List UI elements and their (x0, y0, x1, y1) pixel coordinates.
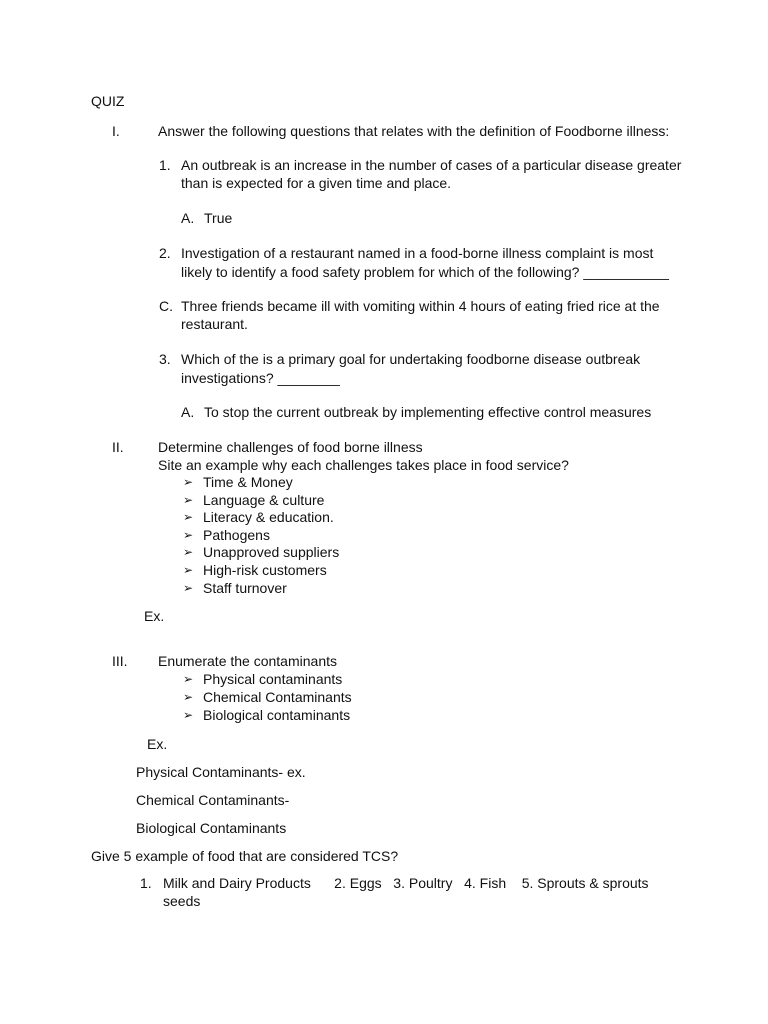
list-item-label: Unapproved suppliers (203, 544, 340, 560)
list-item-label: Physical contaminants (203, 671, 343, 687)
question-3-answer-letter: A. (181, 404, 195, 420)
arrow-bullet-icon: ➢ (183, 493, 194, 507)
section-2-numeral: II. (112, 439, 124, 455)
question-1-number: 1. (159, 157, 171, 173)
question-1-line-2: than is expected for a given time and place. (181, 175, 452, 191)
question-2-line-1: Investigation of a restaurant named in a food-borne illness complaint is most (181, 245, 654, 261)
question-1-line-1: An outbreak is an increase in the number of cases of a particular disease greater (181, 157, 682, 173)
list-item-label: Literacy & education. (203, 509, 334, 525)
physical-contaminants-line: Physical Contaminants- ex. (136, 764, 306, 780)
section-2-heading-line-2: Site an example why each challenges takes place in food service? (158, 457, 569, 473)
arrow-bullet-icon: ➢ (183, 510, 194, 524)
section-3-heading: Enumerate the contaminants (158, 653, 337, 669)
arrow-bullet-icon: ➢ (183, 528, 194, 542)
biological-contaminants-line: Biological Contaminants (136, 820, 287, 836)
arrow-bullet-icon: ➢ (183, 563, 194, 577)
arrow-bullet-icon: ➢ (183, 708, 194, 722)
question-2-number: 2. (159, 245, 171, 261)
list-item-label: Language & culture (203, 492, 325, 508)
section-1-heading: Answer the following questions that relates with the definition of Foodborne illness: (158, 123, 670, 139)
question-1-answer: True (204, 210, 233, 226)
question-2-answer-letter: C. (159, 298, 173, 314)
question-3-answer: To stop the current outbreak by implementing effective control measures (204, 404, 652, 420)
question-2-answer-line-2: restaurant. (181, 316, 248, 332)
list-item-label: Staff turnover (203, 580, 287, 596)
section-2-example-label: Ex. (144, 608, 165, 624)
question-2-line-2: likely to identify a food safety problem for which of the following? ___________ (181, 264, 669, 280)
question-1-answer-letter: A. (181, 210, 195, 226)
list-item-label: Chemical Contaminants (203, 689, 352, 705)
section-2-heading-line-1: Determine challenges of food borne illness (158, 439, 423, 455)
question-2-answer-line-1: Three friends became ill with vomiting within 4 hours of eating fried rice at the (181, 298, 660, 314)
section-1-numeral: I. (112, 123, 120, 139)
tcs-answer-number: 1. (140, 875, 152, 891)
chemical-contaminants-line: Chemical Contaminants- (136, 792, 290, 808)
section-3-example-label: Ex. (147, 736, 168, 752)
tcs-question: Give 5 example of food that are considered TCS? (91, 848, 399, 864)
arrow-bullet-icon: ➢ (183, 672, 194, 686)
question-3-line-2: investigations? ________ (181, 370, 340, 386)
list-item-label: High-risk customers (203, 562, 327, 578)
list-item-label: Biological contaminants (203, 707, 351, 723)
section-3-numeral: III. (112, 653, 128, 669)
tcs-answer-line-2: seeds (163, 893, 201, 909)
question-3-number: 3. (159, 351, 171, 367)
arrow-bullet-icon: ➢ (183, 545, 194, 559)
arrow-bullet-icon: ➢ (183, 690, 194, 704)
list-item-label: Pathogens (203, 527, 270, 543)
list-item-label: Time & Money (203, 474, 293, 490)
question-3-line-1: Which of the is a primary goal for undertaking foodborne disease outbreak (181, 351, 641, 367)
tcs-answer-line-1: Milk and Dairy Products 2. Eggs 3. Poultry 4. Fish 5. Sprouts & sprouts (163, 875, 649, 891)
arrow-bullet-icon: ➢ (183, 581, 194, 595)
quiz-title: QUIZ (91, 93, 125, 109)
arrow-bullet-icon: ➢ (183, 475, 194, 489)
